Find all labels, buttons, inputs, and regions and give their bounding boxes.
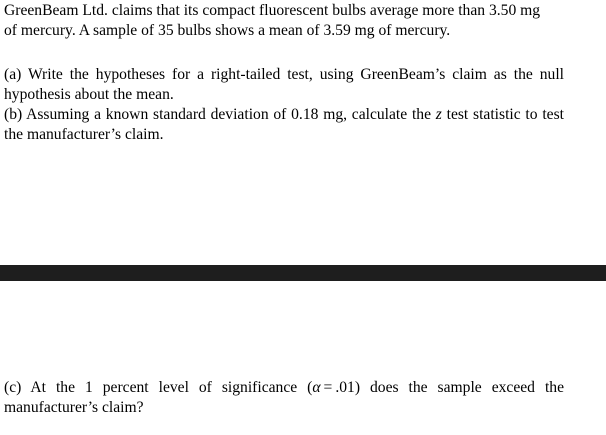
question-a: (a) Write the hypotheses for a right-tailed test, using GreenBeam’s claim as the null hypothesis about the mean. (4, 66, 564, 103)
problem-intro (4, 1, 564, 41)
section-divider-bar (0, 265, 606, 281)
question-c-block (4, 378, 564, 418)
questions-a-b (4, 65, 564, 145)
intro-line-2: of mercury. A sample of 35 bulbs shows a mean of 3.59 mg of mercury. (4, 22, 451, 39)
question-b-text-start: (b) Assuming a known standard deviation of 0.18 mg, calculate the (4, 106, 431, 123)
equals-sign: = (323, 379, 333, 396)
question-c-text-start: (c) At the 1 percent level of significance ( (4, 379, 313, 396)
question-b-text-end: test statistic to test the manufacturer’s claim. (4, 106, 564, 143)
question-b (4, 105, 564, 145)
question-c-text-end: ) does the sample exceed the manufacturer’s claim? (4, 379, 564, 416)
alpha-symbol: α (312, 379, 321, 396)
question-c (4, 378, 564, 418)
alpha-value: .01 (335, 379, 355, 396)
intro-line-1: GreenBeam Ltd. claims that its compact fluorescent bulbs average more than 3.50 mg (4, 2, 541, 19)
z-symbol: z (435, 106, 442, 123)
